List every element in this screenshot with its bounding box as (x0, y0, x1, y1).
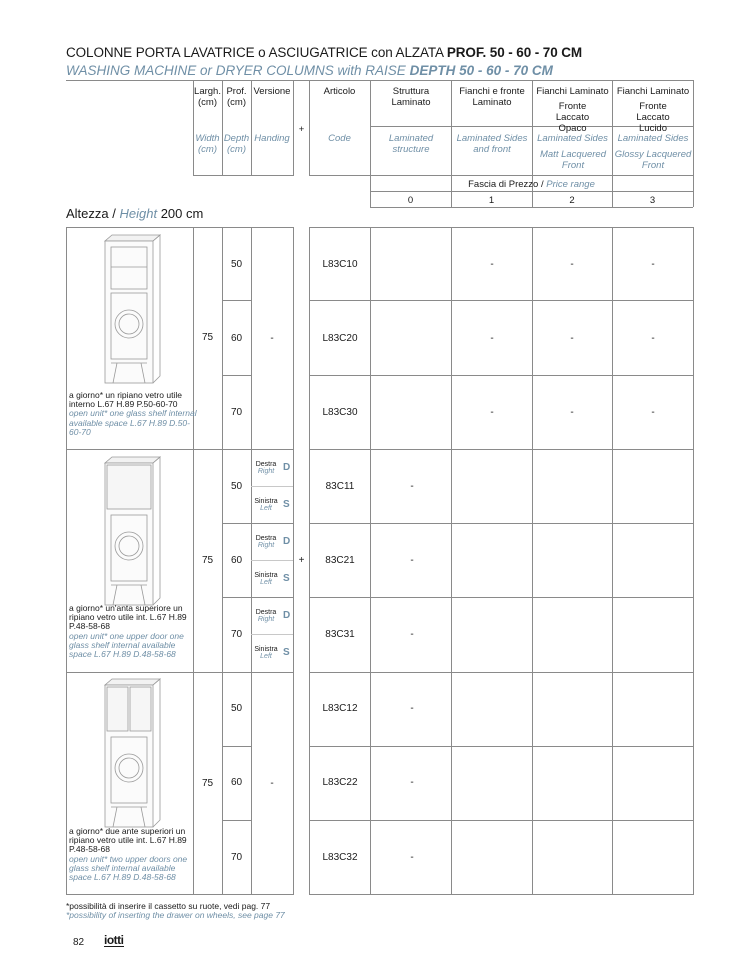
price-cell: - (570, 333, 574, 344)
col-glossy-en-1: Laminated Sides (617, 133, 689, 144)
col-code-en: Code (328, 133, 351, 144)
price-cell: - (651, 259, 655, 270)
col-sides-front-it: Fianchi e fronte Laminato (459, 86, 525, 108)
footnote-it: *possibilità di inserire il cassetto su ruote, vedi pag. 77 (66, 901, 271, 911)
article-code: L83C22 (322, 777, 358, 788)
price-range-label: Fascia di Prezzo / Price range (468, 179, 595, 190)
page-title: COLONNE PORTA LAVATRICE o ASCIUGATRICE con ALZATA PROF. 50 - 60 - 70 CM (66, 45, 583, 60)
handing-right-letter: D (283, 536, 291, 547)
article-code: 83C21 (325, 555, 355, 566)
col-depth-en: Depth (cm) (223, 133, 250, 155)
handing-left: Sinistra Left (254, 646, 278, 660)
col-glossy-it-2: Fronte Laccato Lucido (636, 101, 670, 134)
col-depth-it: Prof. (cm) (226, 86, 247, 108)
col-struct-it: Struttura Laminato (391, 86, 431, 108)
group3-width: 75 (201, 778, 214, 789)
page-subtitle: WASHING MACHINE or DRYER COLUMNS with RAISE DEPTH 50 - 60 - 70 CM (66, 63, 553, 78)
price-cell: - (410, 481, 414, 492)
brand-logo: iotti (104, 933, 124, 947)
group2-description: a giorno* un'anta superiore un ripiano vetro utile int. L.67 H.89 P.48-58-68 open unit* one upper door one glass shelf internal available space L.67 H.89 D.48-58-68 (69, 603, 187, 660)
depth-cell: 50 (230, 481, 243, 492)
col-matt-it-1: Fianchi Laminato (536, 86, 609, 97)
article-code: 83C11 (325, 481, 355, 492)
col-width-en: Width (cm) (195, 133, 220, 155)
depth-cell: 70 (230, 852, 243, 863)
handing-left-letter: S (283, 499, 290, 510)
group3-description: a giorno* due ante superiori un ripiano vetro utile int. L.67 H.89 P.48-58-68 open unit* two upper doors one glass shelf internal available space L.67 H.89 D.48-58-68 (69, 826, 188, 883)
depth-cell: 70 (230, 629, 243, 640)
price-cell: - (651, 333, 655, 344)
article-code: L83C30 (322, 407, 358, 418)
price-range-2: 2 (569, 195, 575, 206)
group2-plus: + (298, 555, 305, 566)
group3-handing: - (270, 778, 274, 789)
col-sides-front-en: Laminated Sides and front (456, 133, 528, 155)
article-code: 83C31 (325, 629, 355, 640)
price-cell: - (570, 407, 574, 418)
handing-right: Destra Right (255, 535, 277, 549)
handing-left: Sinistra Left (254, 498, 278, 512)
depth-cell: 50 (230, 703, 243, 714)
col-handing-it: Versione (253, 86, 291, 97)
plus-sign: + (298, 124, 305, 135)
col-width-it: Largh. (cm) (194, 86, 221, 108)
handing-right: Destra Right (255, 461, 277, 475)
col-handing-en: Handing (254, 133, 290, 144)
cabinet-one-door-drawing (95, 455, 165, 610)
price-cell: - (570, 259, 574, 270)
price-range-3: 3 (649, 195, 656, 206)
depth-cell: 50 (230, 259, 243, 270)
depth-cell: 60 (230, 777, 243, 788)
handing-right: Destra Right (255, 609, 277, 623)
cabinet-two-doors-drawing (95, 677, 165, 832)
article-code: L83C12 (322, 703, 358, 714)
handing-right-letter: D (283, 610, 291, 621)
depth-cell: 60 (230, 555, 243, 566)
handing-right-letter: D (283, 462, 291, 473)
handing-left: Sinistra Left (254, 572, 278, 586)
col-matt-it-2: Fronte Laccato Opaco (555, 101, 590, 134)
price-range-1: 1 (488, 195, 495, 206)
footnote-en: *possibility of inserting the drawer on wheels, see page 77 (66, 910, 285, 920)
price-cell: - (410, 852, 414, 863)
cabinet-open-glass-shelf-drawing (95, 233, 165, 388)
col-struct-en: Laminated structure (388, 133, 434, 155)
price-cell: - (410, 629, 414, 640)
price-range-0: 0 (407, 195, 414, 206)
col-matt-en-2: Matt Lacquered Front (539, 149, 606, 171)
price-cell: - (490, 259, 494, 270)
price-cell: - (651, 407, 655, 418)
depth-cell: 60 (230, 333, 243, 344)
col-code-it: Articolo (323, 86, 356, 97)
title-rule (66, 80, 693, 81)
article-code: L83C32 (322, 852, 358, 863)
article-code: L83C20 (322, 333, 358, 344)
price-cell: - (490, 333, 494, 344)
handing-left-letter: S (283, 573, 290, 584)
group1-width: 75 (201, 332, 214, 343)
price-cell: - (410, 703, 414, 714)
group2-width: 75 (201, 555, 214, 566)
handing-left-letter: S (283, 647, 290, 658)
group1-description: a giorno* un ripiano vetro utile interno L.67 H.89 P.50-60-70 open unit* one glass shelf internal available space L.67 H.89 D.50-60-70 (69, 390, 197, 437)
price-cell: - (490, 407, 494, 418)
price-cell: - (410, 777, 414, 788)
page-number: 82 (73, 937, 85, 948)
height-label: Altezza / Height 200 cm (66, 206, 204, 221)
group1-handing: - (270, 333, 274, 344)
price-cell: - (410, 555, 414, 566)
depth-cell: 70 (230, 407, 243, 418)
col-glossy-en-2: Glossy Lacquered Front (614, 149, 692, 171)
article-code: L83C10 (322, 259, 358, 270)
col-matt-en-1: Laminated Sides (537, 133, 608, 144)
col-glossy-it-1: Fianchi Laminato (616, 86, 690, 97)
